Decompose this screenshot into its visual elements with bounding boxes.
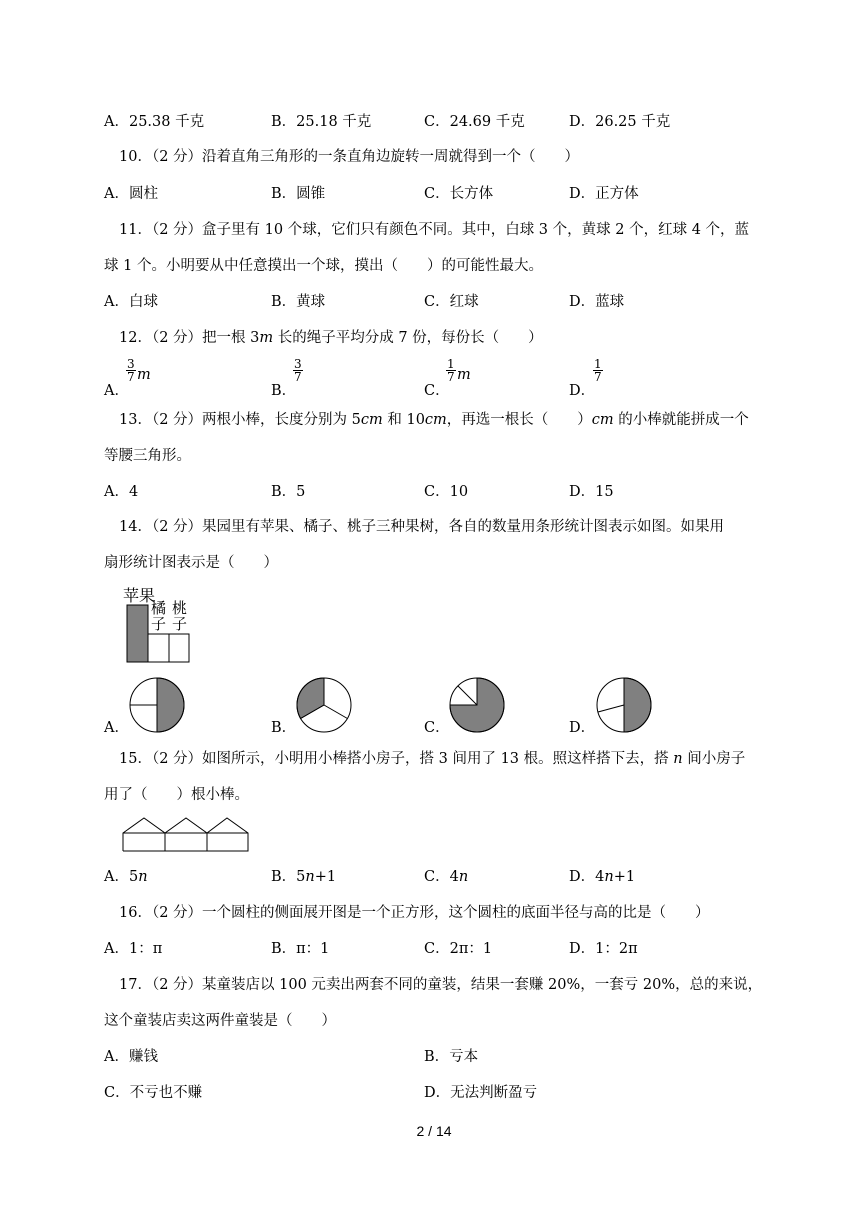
- q12-label-a: A．: [104, 383, 129, 399]
- q17-option-c: C．不亏也不赚: [104, 1085, 203, 1101]
- q17-stem-line2: 这个童装店卖这两件童装是（ ）: [104, 1013, 336, 1029]
- page-number: 2 / 14: [416, 1123, 452, 1139]
- q12-fraction-d: $\frac{1}{7}$: [594, 357, 602, 384]
- q13-option-c: C．10: [424, 484, 469, 500]
- q13-option-d: D．15: [569, 484, 614, 500]
- bar-label-orange-1: 橘: [151, 599, 167, 617]
- q10-option-a: A．圆柱: [104, 186, 158, 202]
- q11-option-b: B．黄球: [271, 294, 326, 310]
- q13-stem-line2: 等腰三角形。: [104, 448, 191, 464]
- q9-option-a: A．25.38 千克: [104, 114, 205, 130]
- q16-option-b: B．π：1: [271, 941, 330, 957]
- q11-stem-line2: 球 1 个。小明要从中任意摸出一个球，摸出（ ）的可能性最大。: [104, 258, 543, 274]
- q11-option-d: D．蓝球: [569, 294, 625, 310]
- q15-stem-line2: 用了（ ）根小棒。: [104, 787, 249, 803]
- q17-option-b: B．亏本: [424, 1049, 479, 1065]
- q12-fraction-c: $\frac{1}{7}$: [447, 357, 455, 384]
- q13-option-a: A．4: [104, 484, 139, 500]
- q17-option-a: A．赚钱: [104, 1049, 158, 1065]
- q13-option-b: B．5: [271, 484, 306, 500]
- q14-option-label-d: D．: [569, 720, 596, 736]
- q12-fraction-a: $\frac{3}{7}$: [127, 357, 135, 384]
- q12-label-c: C．: [424, 383, 450, 399]
- q17-option-d: D．无法判断盈亏: [424, 1085, 538, 1101]
- bar-label-orange-2: 子: [151, 615, 167, 633]
- q16-option-d: D．1：2π: [569, 941, 638, 957]
- bar-label-peach-1: 桃: [172, 599, 188, 617]
- q15-option-d: D．4n+1: [569, 869, 636, 885]
- q17-stem-line1: 17．（2 分）某童装店以 100 元卖出两套不同的童装，结果一套赚 20%，一套亏 20%，总的来说，: [119, 977, 763, 993]
- q14-option-label-c: C．: [424, 720, 450, 736]
- q10-option-c: C．长方体: [424, 186, 494, 202]
- q15-option-a: A．5n: [104, 869, 148, 885]
- q15-option-c: C．4n: [424, 869, 469, 885]
- q11-option-c: C．红球: [424, 294, 479, 310]
- q14-option-label-a: A．: [104, 720, 129, 736]
- bar-label-peach-2: 子: [172, 615, 188, 633]
- q9-option-b: B．25.18 千克: [271, 114, 372, 130]
- q15-option-b: B．5n+1: [271, 869, 337, 885]
- q14-stem-line2: 扇形统计图表示是（ ）: [104, 555, 278, 571]
- q12-unit-a: m: [137, 367, 151, 383]
- q12-label-d: D．: [569, 383, 596, 399]
- bar-label-apple: 苹果: [123, 586, 156, 605]
- q9-option-d: D．26.25 千克: [569, 114, 671, 130]
- q10-option-b: B．圆锥: [271, 186, 326, 202]
- q16-stem: 16．（2 分）一个圆柱的侧面展开图是一个正方形，这个圆柱的底面半径与高的比是（ ）: [119, 905, 710, 921]
- q16-option-c: C．2π：1: [424, 941, 493, 957]
- q13-stem-line1: 13．（2 分）两根小棒，长度分别为 5cm 和 10cm，再选一根长（ ）cm 的小棒就能拼成一个: [119, 412, 749, 428]
- q16-option-a: A．1：π: [104, 941, 163, 957]
- q11-option-a: A．白球: [104, 294, 158, 310]
- q12-stem: 12．（2 分）把一根 3m 长的绳子平均分成 7 份，每份长（ ）: [119, 330, 543, 346]
- q12-fraction-b: $\frac{3}{7}$: [294, 357, 302, 384]
- house-outline: [123, 818, 248, 851]
- q12-label-b: B．: [271, 383, 297, 399]
- q11-stem-line1: 11．（2 分）盒子里有 10 个球，它们只有颜色不同。其中，白球 3 个，黄球 2 个，红球 4 个，蓝: [119, 222, 750, 238]
- q9-option-c: C．24.69 千克: [424, 114, 525, 130]
- q14-stem-line1: 14．（2 分）果园里有苹果、橘子、桃子三种果树，各自的数量用条形统计图表示如图。如果用: [119, 519, 725, 535]
- q12-unit-c: m: [457, 367, 471, 383]
- q15-stem-line1: 15．（2 分）如图所示，小明用小棒搭小房子，搭 3 间用了 13 根。照这样搭下去，搭 n 间小房子: [119, 751, 746, 767]
- q14-option-label-b: B．: [271, 720, 297, 736]
- q10-stem: 10．（2 分）沿着直角三角形的一条直角边旋转一周就得到一个（ ）: [119, 149, 580, 165]
- q10-option-d: D．正方体: [569, 186, 639, 202]
